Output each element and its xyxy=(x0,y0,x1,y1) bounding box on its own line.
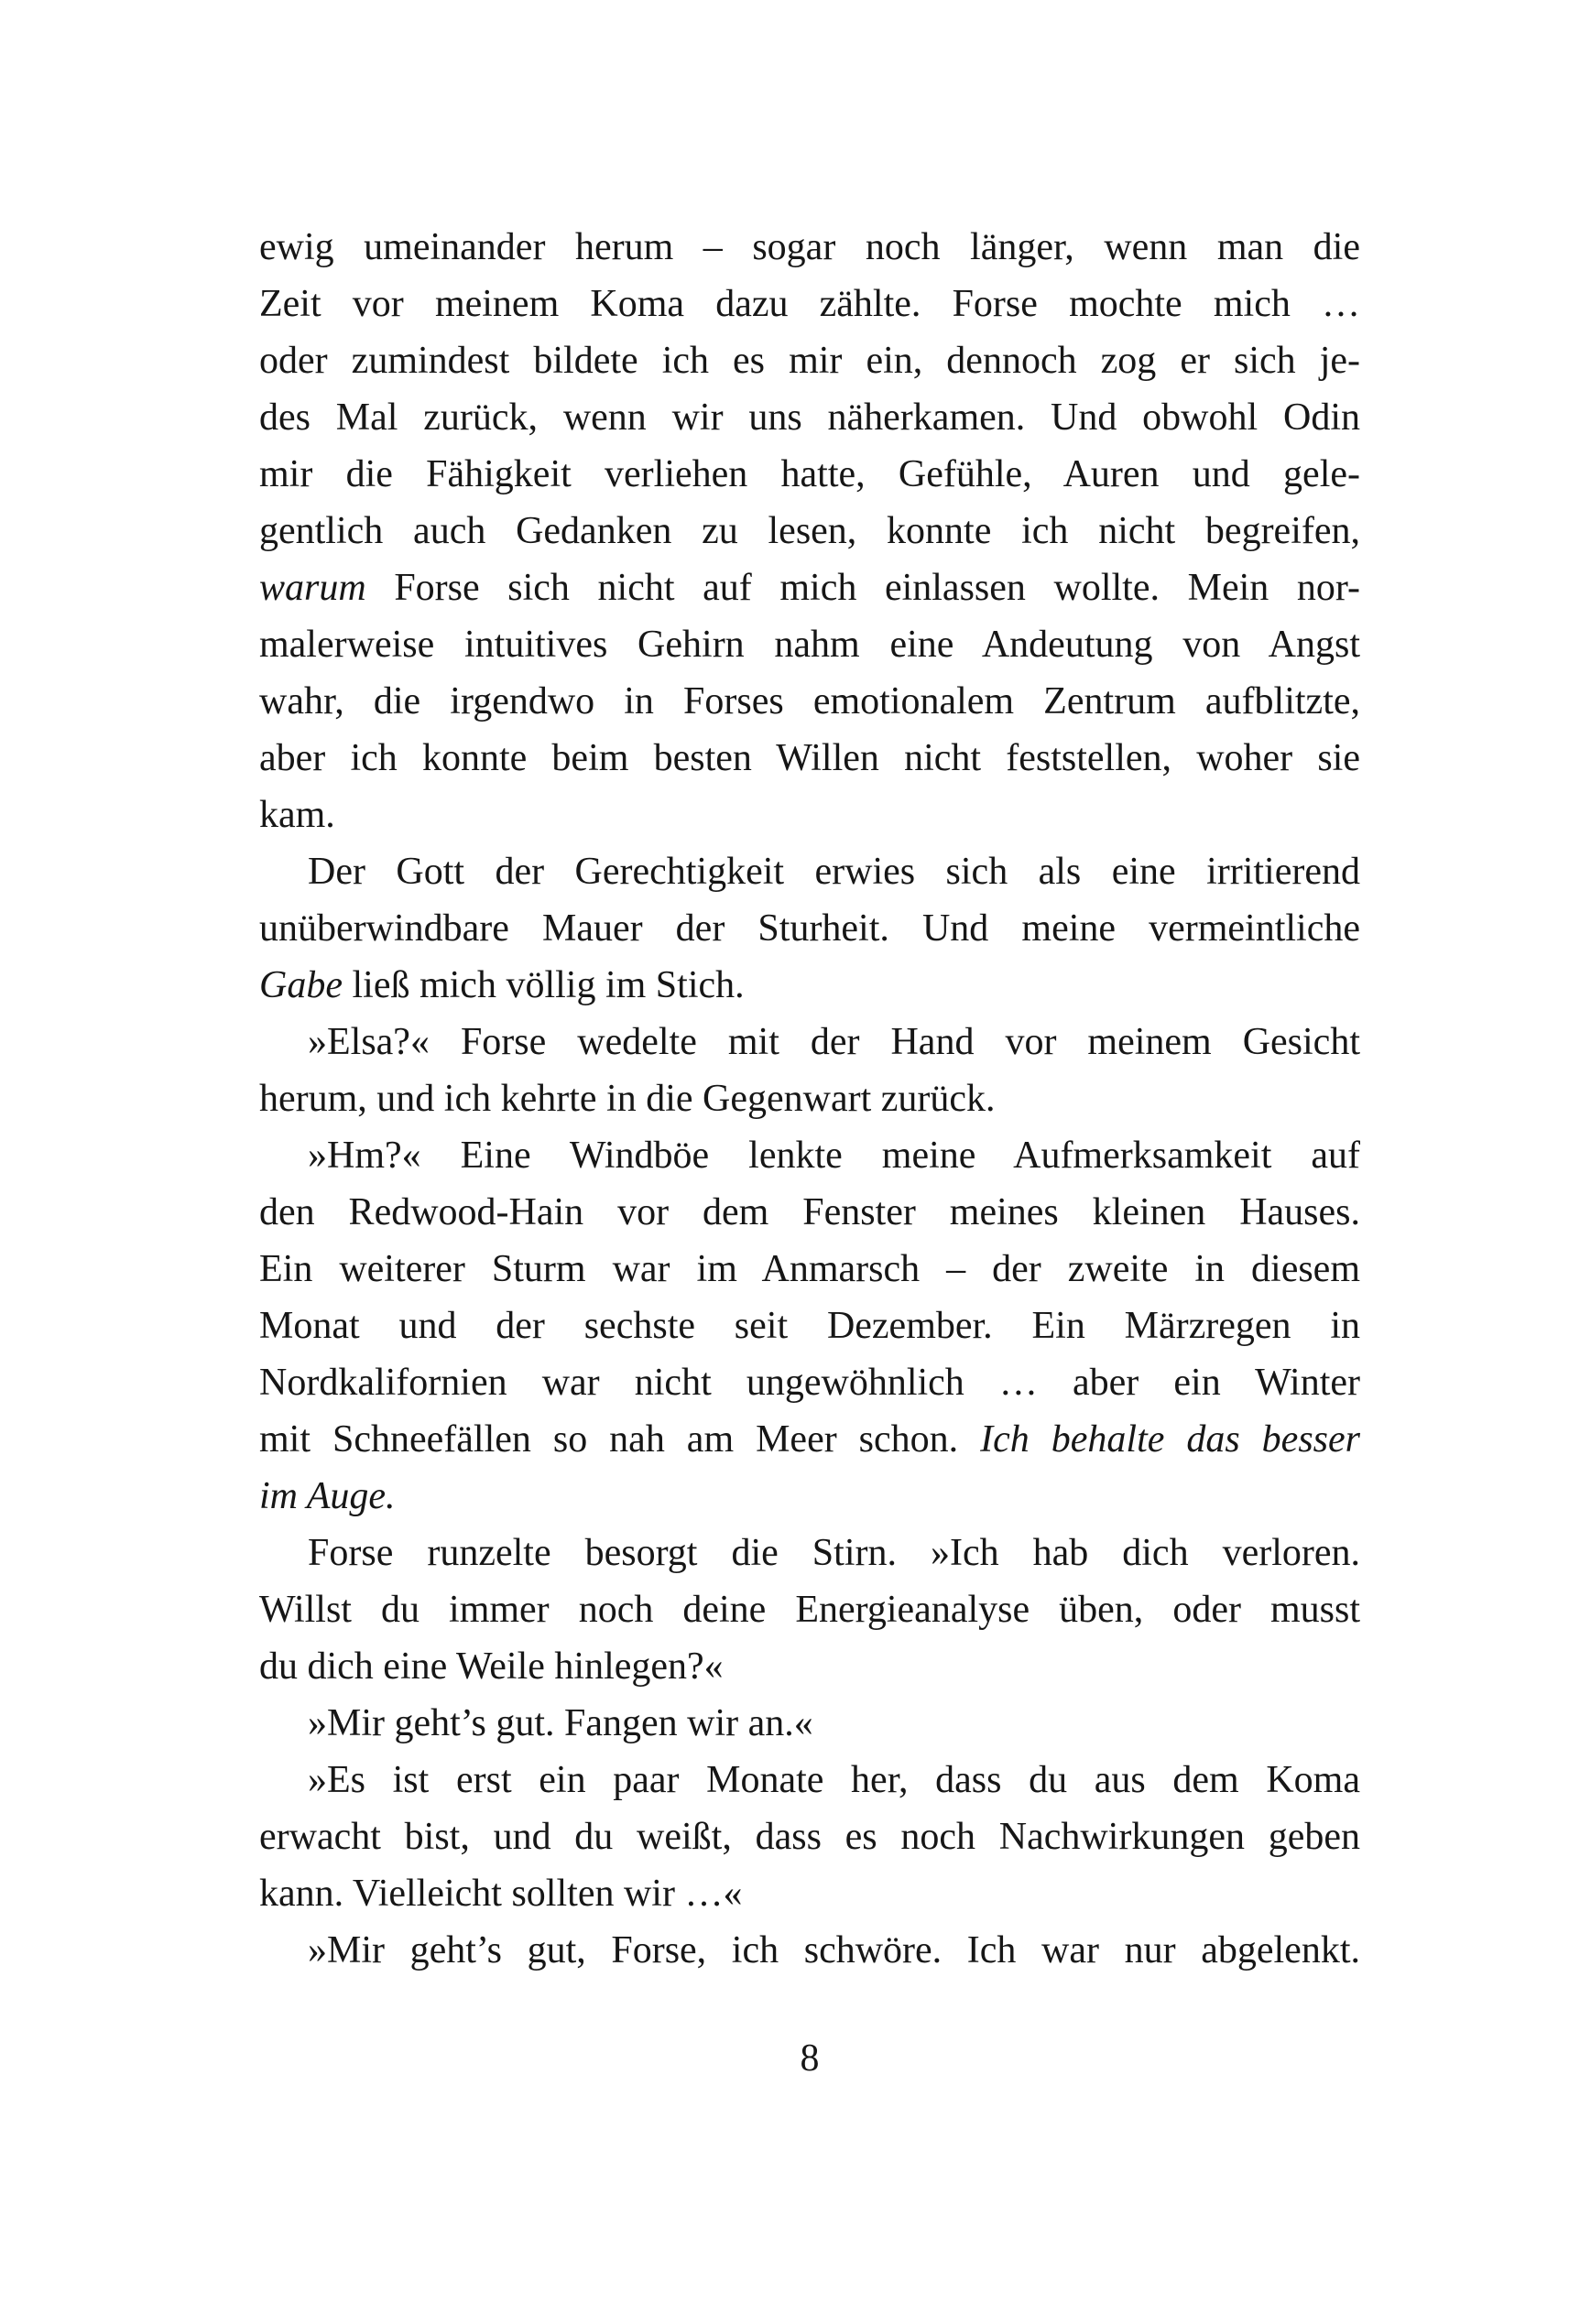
text-segment: Monat und der sechste seit Dezember. Ein Märzregen in xyxy=(259,1305,1360,1347)
text-line xyxy=(259,957,1360,1014)
text-line xyxy=(259,1184,1360,1241)
text-line xyxy=(259,1070,1360,1127)
text-line xyxy=(259,503,1360,559)
text-line xyxy=(259,1468,1360,1525)
text-segment: Nordkalifornien war nicht ungewöhnlich … aber ein Winter xyxy=(259,1362,1360,1404)
text-line xyxy=(259,1865,1360,1922)
text-segment: Forse runzelte besorgt die Stirn. »Ich hab dich verloren. xyxy=(308,1532,1360,1574)
text-line xyxy=(259,1525,1360,1581)
text-segment: gentlich auch Gedanken zu lesen, konnte ich nicht begreifen, xyxy=(259,510,1360,552)
text-line xyxy=(259,1808,1360,1865)
text-segment: »Mir geht’s gut, Forse, ich schwöre. Ich war nur abgelenkt. xyxy=(308,1929,1360,1971)
italic-text: Ich behalte das besser xyxy=(980,1418,1361,1461)
text-segment: kam. xyxy=(259,794,335,836)
text-line xyxy=(259,616,1360,673)
text-segment: den Redwood-Hain vor dem Fenster meines kleinen Hauses. xyxy=(259,1191,1360,1233)
text-line xyxy=(259,1014,1360,1070)
page-number: 8 xyxy=(800,2037,820,2080)
text-segment: mir die Fähigkeit verliehen hatte, Gefühle, Auren und gele- xyxy=(259,453,1360,495)
text-segment: oder zumindest bildete ich es mir ein, dennoch zog er sich je- xyxy=(259,340,1360,382)
italic-text: im Auge. xyxy=(259,1475,396,1517)
text-line xyxy=(259,730,1360,787)
text-line xyxy=(259,1752,1360,1808)
text-segment: Zeit vor meinem Koma dazu zählte. Forse mochte mich … xyxy=(259,283,1360,325)
text-segment: Willst du immer noch deine Energieanalyse üben, oder musst xyxy=(259,1589,1360,1631)
text-segment: malerweise intuitives Gehirn nahm eine Andeutung von Angst xyxy=(259,624,1360,666)
text-line xyxy=(259,1695,1360,1752)
text-line xyxy=(259,1354,1360,1411)
text-line xyxy=(259,1411,1360,1468)
text-segment: wahr, die irgendwo in Forses emotionalem Zentrum aufblitzte, xyxy=(259,680,1360,722)
text-line xyxy=(259,389,1360,446)
text-segment: Ein weiterer Sturm war im Anmarsch – der zweite in diesem xyxy=(259,1248,1360,1290)
body-text-lines xyxy=(259,219,1360,1979)
text-segment: kann. Vielleicht sollten wir …« xyxy=(259,1873,743,1915)
text-segment: Der Gott der Gerechtigkeit erwies sich als eine irritierend xyxy=(308,851,1360,893)
text-line xyxy=(259,673,1360,730)
text-segment: des Mal zurück, wenn wir uns näherkamen. Und obwohl Odin xyxy=(259,396,1360,439)
text-segment: ewig umeinander herum – sogar noch länger, wenn man die xyxy=(259,226,1360,268)
text-line xyxy=(259,219,1360,276)
text-line xyxy=(259,332,1360,389)
text-line xyxy=(259,787,1360,843)
text-segment: herum, und ich kehrte in die Gegenwart zurück. xyxy=(259,1078,996,1120)
text-block xyxy=(259,219,1360,2087)
italic-text: Gabe xyxy=(259,964,343,1006)
text-segment: mit Schneefällen so nah am Meer schon. xyxy=(259,1418,981,1461)
text-segment: »Es ist erst ein paar Monate her, dass du aus dem Koma xyxy=(308,1759,1360,1801)
text-segment: du dich eine Weile hinlegen?« xyxy=(259,1645,724,1688)
text-segment: »Elsa?« Forse wedelte mit der Hand vor meinem Gesicht xyxy=(308,1021,1360,1063)
text-segment: erwacht bist, und du weißt, dass es noch Nachwirkungen geben xyxy=(259,1816,1360,1858)
text-line xyxy=(259,900,1360,957)
text-line xyxy=(259,276,1360,332)
text-line xyxy=(259,1922,1360,1979)
text-segment: aber ich konnte beim besten Willen nicht feststellen, woher sie xyxy=(259,737,1360,779)
text-line xyxy=(259,843,1360,900)
text-line xyxy=(259,1298,1360,1354)
text-segment: »Mir geht’s gut. Fangen wir an.« xyxy=(308,1702,813,1744)
text-segment: ließ mich völlig im Stich. xyxy=(342,964,745,1006)
text-segment: »Hm?« Eine Windböe lenkte meine Aufmerksamkeit auf xyxy=(308,1135,1360,1177)
text-line xyxy=(259,1638,1360,1695)
text-line xyxy=(259,446,1360,503)
italic-text: warum xyxy=(259,567,366,609)
text-line xyxy=(259,1241,1360,1298)
text-line xyxy=(259,559,1360,616)
text-line xyxy=(259,1581,1360,1638)
text-segment: unüberwindbare Mauer der Sturheit. Und meine vermeintliche xyxy=(259,907,1360,950)
text-segment: Forse sich nicht auf mich einlassen wollte. Mein nor- xyxy=(365,567,1360,609)
text-line xyxy=(259,1127,1360,1184)
